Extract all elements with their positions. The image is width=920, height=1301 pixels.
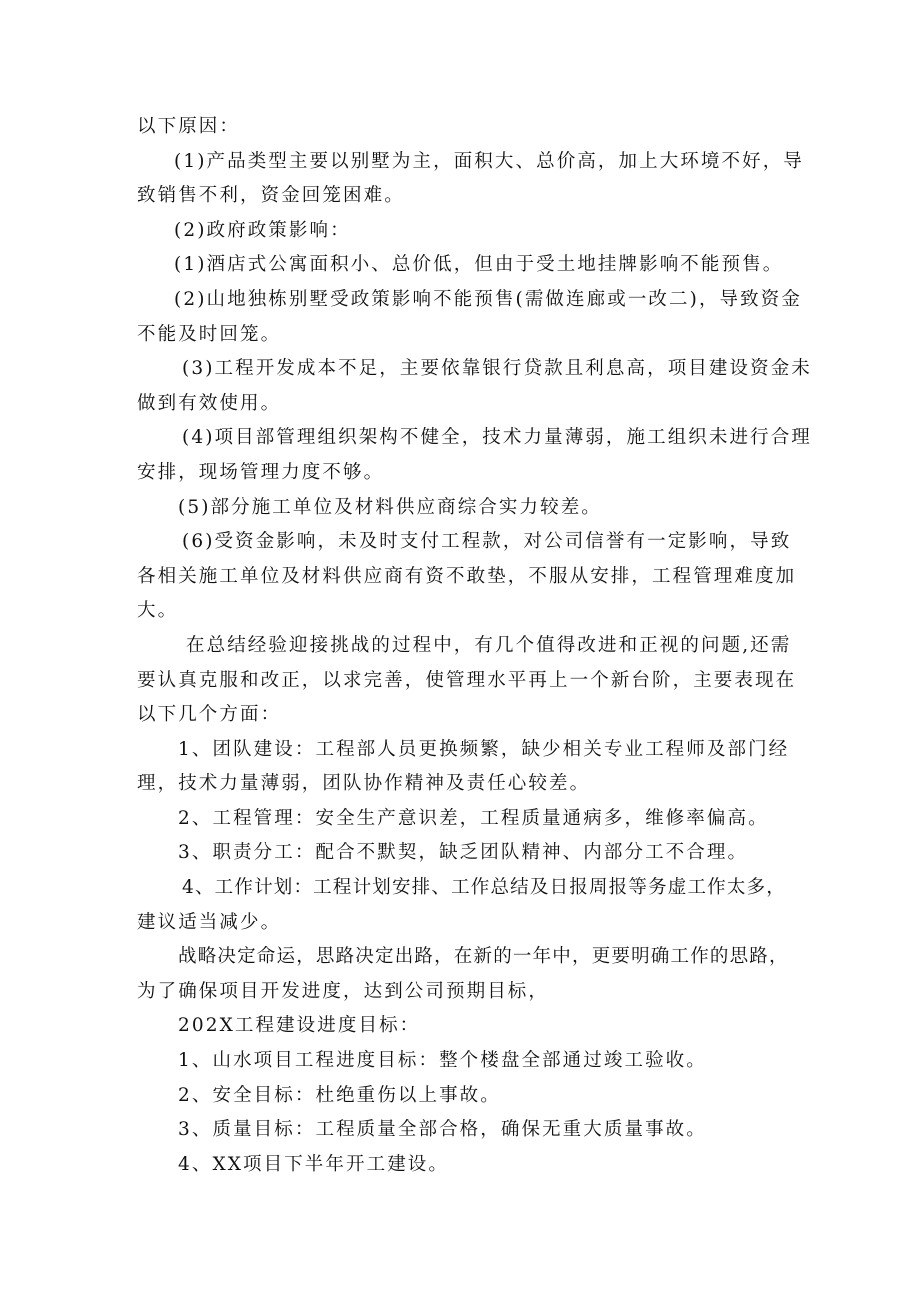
- text-line-point-4: 4、工作计划：工程计划安排、工作总结及日报周报等务虚工作太多，: [182, 877, 786, 899]
- text-line-subitem-4: (4)项目部管理组织架构不健全，技术力量薄弱，施工组织未进行合理: [182, 427, 812, 449]
- text-line-subitem-1: (1)酒店式公寓面积小、总价低，但由于受土地挂牌影响不能预售。: [174, 254, 784, 276]
- text-line-summary-paragraph: 在总结经验迎接挑战的过程中，有几个值得改进和正视的问题,还需: [186, 634, 792, 656]
- text-line-item-2: (2)政府政策影响：: [174, 219, 351, 241]
- text-line-goal-4: 4、XX项目下半年开工建设。: [178, 1153, 450, 1175]
- text-line-subitem-6-cont: 各相关施工单位及材料供应商有资不敢垫，不服从安排，工程管理难度加: [137, 565, 797, 587]
- text-line-subitem-5: (5)部分施工单位及材料供应商综合实力较差。: [178, 496, 602, 518]
- text-line-subitem-3: (3)工程开发成本不足，主要依靠银行贷款且利息高，项目建设资金未: [182, 358, 812, 380]
- text-line-subitem-4-cont: 安排，现场管理力度不够。: [137, 461, 385, 483]
- text-line-subitem-2-cont: 不能及时回笼。: [137, 323, 282, 345]
- page-bottom-margin: [0, 1290, 920, 1301]
- text-line-summary-end: 以下几个方面：: [137, 704, 282, 726]
- text-line-subitem-2: (2)山地独栋别墅受政策影响不能预售(需做连廊或一改二)，导致资金: [174, 288, 802, 310]
- text-line-subitem-3-cont: 做到有效使用。: [137, 392, 282, 414]
- text-line-point-1: 1、团队建设：工程部人员更换频繁，缺少相关专业工程师及部门经: [178, 738, 790, 760]
- document-body: [137, 110, 812, 1182]
- text-line-goal-2: 2、安全目标：杜绝重伤以上事故。: [178, 1084, 501, 1106]
- text-line-point-4-cont: 建议适当减少。: [137, 911, 282, 933]
- text-line-goal-1: 1、山水项目工程进度目标：整个楼盘全部通过竣工验收。: [178, 1050, 707, 1072]
- text-line-summary-cont: 要认真克服和改正，以求完善，使管理水平再上一个新台阶，主要表现在: [137, 669, 797, 691]
- text-line-point-2: 2、工程管理：安全生产意识差，工程质量通病多，维修率偏高。: [178, 807, 769, 829]
- text-line-goals-heading: 202X工程建设进度目标：: [178, 1015, 421, 1037]
- text-line-reasons-intro: 以下原因：: [137, 116, 241, 137]
- text-line-strategy-cont: 为了确保项目开发进度，达到公司预期目标，: [137, 980, 550, 1002]
- text-line-goal-3: 3、质量目标：工程质量全部合格，确保无重大质量事故。: [178, 1119, 707, 1141]
- text-line-item-1: (1)产品类型主要以别墅为主，面积大、总价高，加上大环境不好，导: [174, 150, 804, 172]
- text-line-point-3: 3、职责分工：配合不默契，缺乏团队精神、内部分工不合理。: [178, 842, 749, 864]
- text-line-subitem-6-end: 大。: [137, 600, 179, 622]
- text-line-point-1-cont: 理，技术力量薄弱，团队协作精神及责任心较差。: [137, 773, 591, 795]
- text-line-subitem-6: (6)受资金影响，未及时支付工程款，对公司信誉有一定影响，导致: [182, 531, 792, 553]
- text-line-item-1-cont: 致销售不利，资金回笼困难。: [137, 185, 405, 207]
- text-line-strategy: 战略决定命运，思路决定出路，在新的一年中，更要明确工作的思路，: [178, 946, 789, 968]
